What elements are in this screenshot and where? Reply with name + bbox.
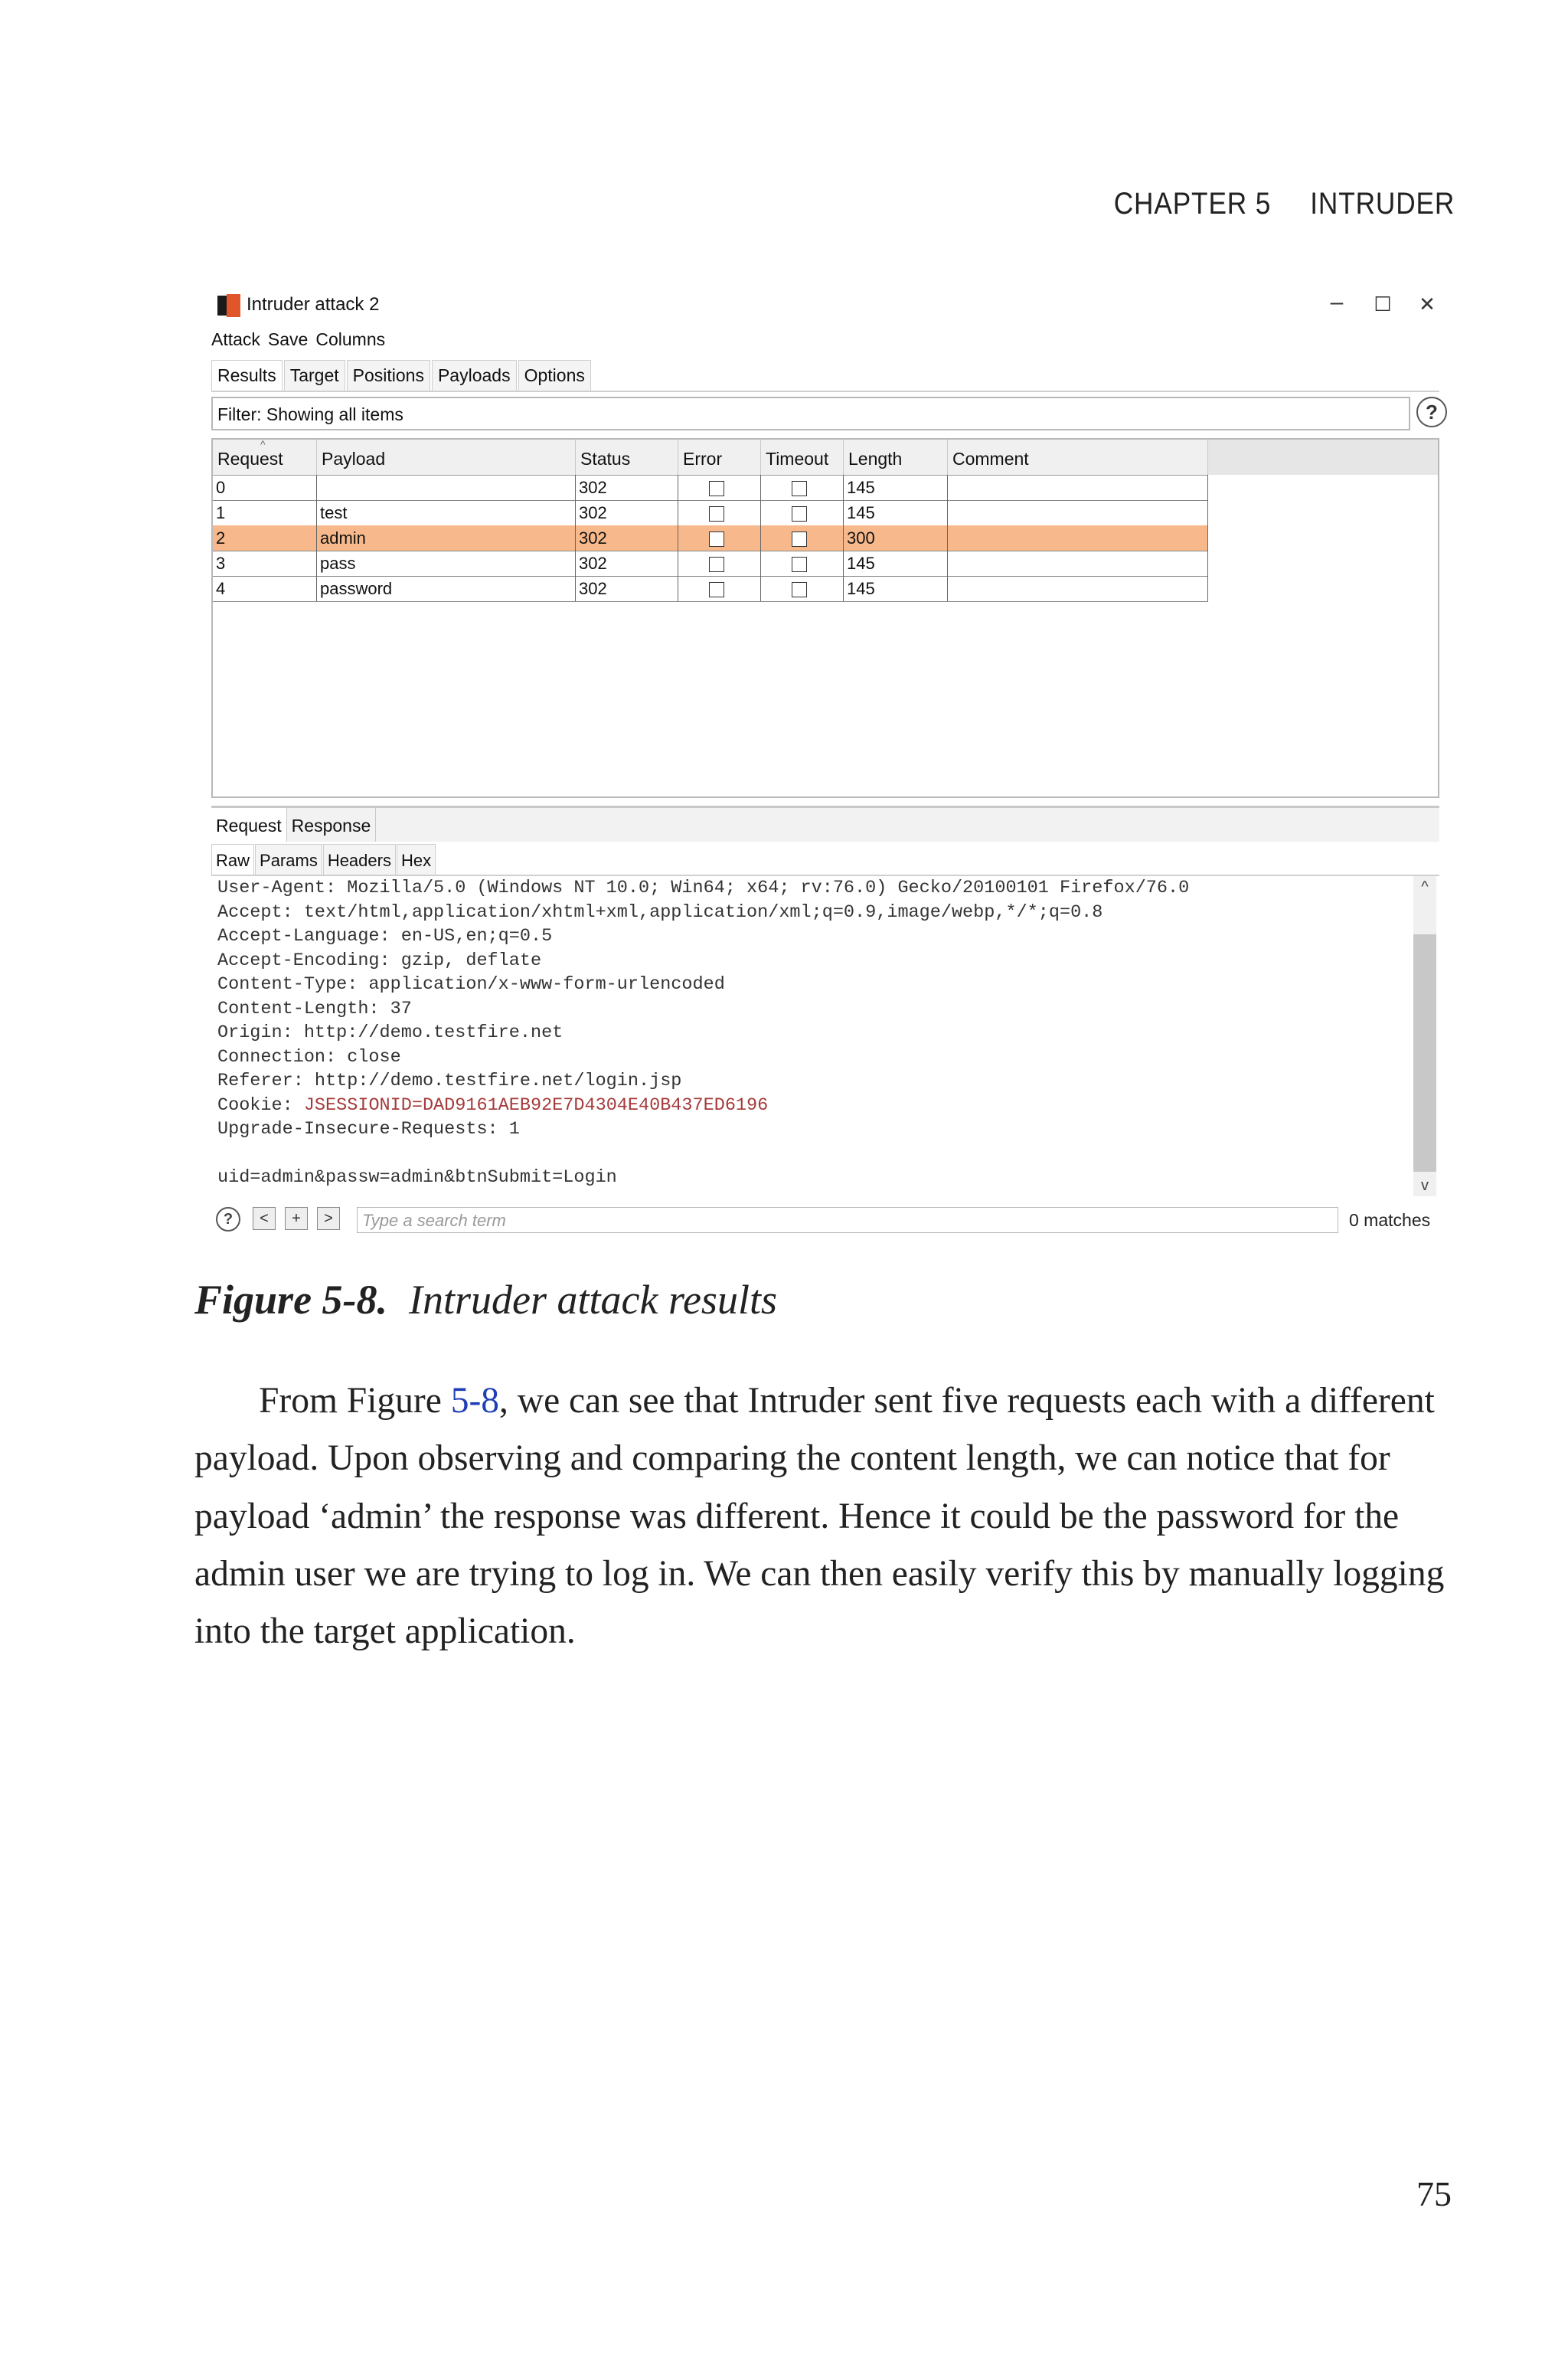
timeout-checkbox[interactable] — [792, 557, 807, 572]
timeout-checkbox[interactable] — [792, 582, 807, 597]
cell-error — [678, 525, 761, 551]
table-header-filler — [1208, 440, 1438, 475]
vertical-scrollbar[interactable] — [1413, 876, 1436, 1196]
page-number: 75 — [1416, 2174, 1452, 2213]
chapter-label: CHAPTER 5 — [1113, 187, 1272, 221]
raw-line: Connection: close — [217, 1046, 401, 1068]
raw-request-text[interactable] — [211, 876, 1406, 1205]
timeout-checkbox[interactable] — [792, 481, 807, 496]
raw-line: Upgrade-Insecure-Requests: 1 — [217, 1119, 520, 1140]
error-checkbox[interactable] — [709, 481, 724, 496]
cell-request: 0 — [213, 475, 317, 500]
timeout-checkbox[interactable] — [792, 532, 807, 547]
menu-save[interactable]: Save — [267, 329, 309, 349]
tab-target[interactable]: Target — [284, 360, 345, 391]
main-tabs — [211, 360, 1439, 392]
cell-timeout — [761, 551, 844, 576]
menu-bar — [211, 329, 385, 350]
cell-status: 302 — [576, 525, 678, 551]
cell-comment — [948, 475, 1208, 500]
tab-params[interactable]: Params — [255, 844, 322, 875]
tab-options[interactable]: Options — [518, 360, 591, 391]
cell-length: 145 — [844, 475, 948, 500]
column-header-payload[interactable]: Payload — [317, 440, 576, 475]
results-table — [211, 438, 1439, 798]
cell-length: 145 — [844, 551, 948, 576]
error-checkbox[interactable] — [709, 532, 724, 547]
maximize-icon[interactable]: ☐ — [1374, 293, 1392, 316]
body-paragraph — [194, 1372, 1450, 1660]
match-count: 0 matches — [1349, 1210, 1431, 1230]
search-input[interactable]: Type a search term — [357, 1207, 1338, 1233]
view-tabs — [211, 844, 1439, 876]
tab-response[interactable]: Response — [287, 808, 377, 842]
error-checkbox[interactable] — [709, 582, 724, 597]
running-head — [1114, 187, 1455, 221]
raw-line: Referer: http://demo.testfire.net/login.jsp — [217, 1071, 682, 1091]
menu-columns[interactable]: Columns — [315, 329, 386, 349]
cell-comment — [948, 551, 1208, 576]
cell-comment — [948, 576, 1208, 601]
tab-results[interactable]: Results — [211, 360, 283, 391]
minimize-icon[interactable]: – — [1330, 289, 1344, 315]
cell-status: 302 — [576, 576, 678, 601]
filter-bar[interactable]: Filter: Showing all items — [211, 397, 1410, 430]
table-header — [213, 440, 1208, 476]
cookie-value: JSESSIONID=DAD9161AEB92E7D4304E40B437ED6196 — [303, 1094, 769, 1116]
search-help-icon[interactable]: ? — [216, 1207, 240, 1232]
window-title: Intruder attack 2 — [247, 294, 380, 315]
table-row[interactable] — [213, 576, 1208, 602]
cell-status: 302 — [576, 475, 678, 500]
error-checkbox[interactable] — [709, 557, 724, 572]
column-header-request[interactable]: ^ Request — [213, 440, 317, 475]
cell-request: 4 — [213, 576, 317, 601]
cell-timeout — [761, 475, 844, 500]
tab-hex[interactable]: Hex — [397, 844, 436, 875]
cell-comment — [948, 500, 1208, 525]
figure-caption — [194, 1276, 777, 1323]
previous-match-button[interactable]: < — [253, 1207, 276, 1230]
scroll-down-icon[interactable]: v — [1421, 1177, 1429, 1194]
raw-line: Content-Length: 37 — [217, 998, 412, 1019]
title-bar — [208, 285, 1441, 328]
body-paragraph-block — [194, 1372, 1450, 1660]
cell-payload: pass — [317, 551, 576, 576]
body-text-rest: , we can see that Intruder sent five requests each with a different payload. Upon observing and comparing the content length, we can notice that for payload ‘admin’ the response was different. Hence it could be the password for the admin user we are trying to log in. We can then easily verify this by manually logging into the target application. — [194, 1381, 1445, 1652]
tab-raw[interactable]: Raw — [211, 844, 254, 875]
column-header-timeout[interactable]: Timeout — [761, 440, 844, 475]
figure-reference-link[interactable]: 5-8 — [450, 1381, 500, 1421]
table-row[interactable] — [213, 551, 1208, 577]
cell-length: 145 — [844, 500, 948, 525]
cell-error — [678, 551, 761, 576]
help-icon[interactable]: ? — [1416, 397, 1447, 427]
next-match-button[interactable]: > — [317, 1207, 340, 1230]
cell-payload: password — [317, 576, 576, 601]
timeout-checkbox[interactable] — [792, 506, 807, 522]
intruder-window — [208, 285, 1441, 1242]
raw-line: uid=admin&passw=admin&btnSubmit=Login — [217, 1167, 617, 1188]
scroll-up-icon[interactable]: ^ — [1421, 878, 1429, 895]
figure-title: Intruder attack results — [409, 1277, 777, 1323]
scroll-thumb[interactable] — [1413, 934, 1436, 1172]
search-bar — [211, 1202, 1439, 1236]
raw-line: Accept-Language: en-US,en;q=0.5 — [217, 926, 553, 947]
close-icon[interactable]: ✕ — [1419, 293, 1436, 316]
column-header-length[interactable]: Length — [844, 440, 948, 475]
cell-length: 145 — [844, 576, 948, 601]
cell-error — [678, 475, 761, 500]
burp-app-icon — [217, 294, 240, 317]
cell-payload: test — [317, 500, 576, 525]
cell-timeout — [761, 500, 844, 525]
cell-length: 300 — [844, 525, 948, 551]
raw-line: Accept: text/html,application/xhtml+xml,application/xml;q=0.9,image/webp,*/*;q=0.8 — [217, 901, 1103, 923]
table-row[interactable] — [213, 500, 1208, 526]
raw-line: Origin: http://demo.testfire.net — [217, 1022, 564, 1043]
error-checkbox[interactable] — [709, 506, 724, 522]
cell-status: 302 — [576, 500, 678, 525]
cell-request: 2 — [213, 525, 317, 551]
cell-status: 302 — [576, 551, 678, 576]
tab-payloads[interactable]: Payloads — [432, 360, 517, 391]
tab-headers[interactable]: Headers — [323, 844, 396, 875]
raw-line: Content-Type: application/x-www-form-urlencoded — [217, 974, 725, 995]
table-row[interactable] — [213, 475, 1208, 501]
menu-attack[interactable]: Attack — [211, 329, 260, 349]
cell-request: 3 — [213, 551, 317, 576]
tab-positions[interactable]: Positions — [347, 360, 430, 391]
cell-error — [678, 500, 761, 525]
detail-tabs — [211, 806, 1439, 842]
chapter-title: INTRUDER — [1310, 187, 1455, 221]
cell-error — [678, 576, 761, 601]
figure-label: Figure 5-8. — [194, 1277, 388, 1323]
table-row[interactable] — [213, 525, 1208, 551]
message-pane — [211, 806, 1439, 1242]
cell-payload — [317, 475, 576, 500]
cell-request: 1 — [213, 500, 317, 525]
raw-line: Accept-Encoding: gzip, deflate — [217, 950, 542, 971]
raw-line: User-Agent: Mozilla/5.0 (Windows NT 10.0; Win64; x64; rv:76.0) Gecko/20100101 Firefox/76.0 — [217, 878, 1190, 898]
raw-line: Cookie: JSESSIONID=DAD9161AEB92E7D4304E40B437ED6196 — [217, 1094, 769, 1116]
cell-timeout — [761, 525, 844, 551]
add-option-button[interactable]: + — [285, 1207, 308, 1230]
cell-comment — [948, 525, 1208, 551]
column-header-comment[interactable]: Comment — [948, 440, 1208, 475]
sort-caret-icon: ^ — [260, 438, 266, 450]
tab-request[interactable]: Request — [211, 808, 287, 842]
body-text-start: From Figure — [259, 1381, 451, 1421]
raw-line — [217, 1142, 1406, 1166]
column-header-status[interactable]: Status — [576, 440, 678, 475]
cell-payload: admin — [317, 525, 576, 551]
cell-timeout — [761, 576, 844, 601]
column-header-error[interactable]: Error — [678, 440, 761, 475]
